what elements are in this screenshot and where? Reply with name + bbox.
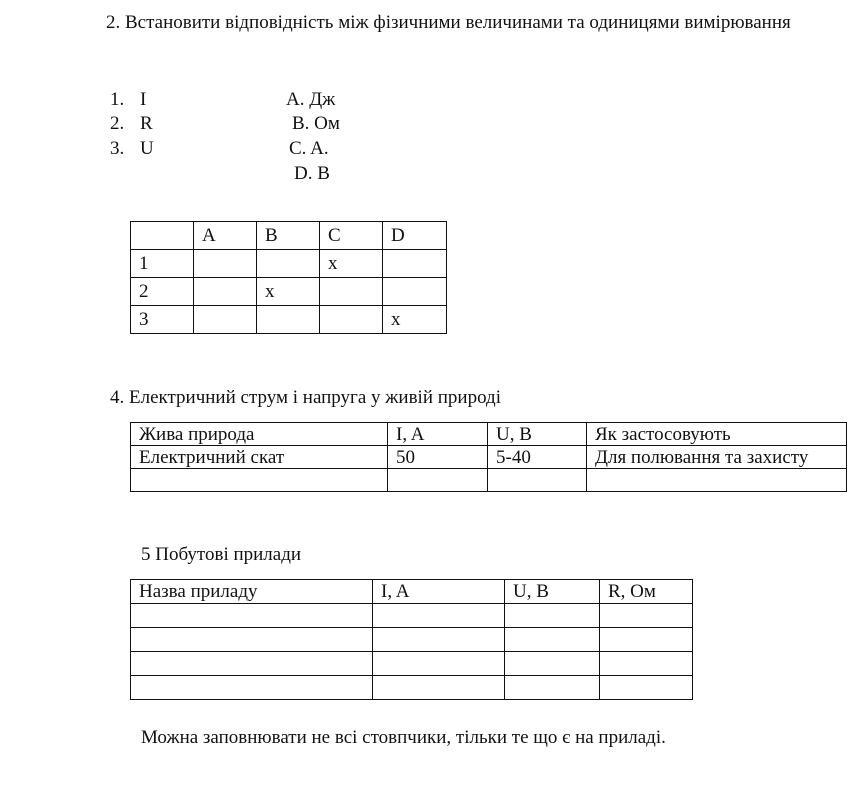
table-cell: R, Ом [600,580,693,604]
table-cell: D [383,222,447,250]
left-list-item-3 [110,139,154,158]
table-cell [600,604,693,628]
table-row [131,278,447,306]
table-cell: B [257,222,320,250]
table-row [131,250,447,278]
table-cell: I, A [388,423,488,446]
table-row [131,446,847,469]
table-cell [488,469,587,492]
table-cell [131,469,388,492]
appliances-table [130,579,693,700]
table-header-row [131,423,847,446]
left-list-number: 2. [110,113,125,134]
left-list-item-1 [110,90,146,109]
table-cell [131,604,373,628]
table-cell: Електричний скат [131,446,388,469]
right-list-item-a: A. Дж [286,89,336,110]
table-cell [194,250,257,278]
left-list-label: U [140,138,154,159]
table-row [131,652,693,676]
task2-title: 2. Встановити відповідність між фізичними величинами та одиницями вимірювання [106,12,791,33]
table-cell [131,652,373,676]
table-row [131,676,693,700]
table-header-row [131,580,693,604]
table-cell [257,250,320,278]
table-cell [505,628,600,652]
table-row [131,604,693,628]
table-cell [600,652,693,676]
table-cell [320,278,383,306]
table-row [131,469,847,492]
table-cell: Як застосовують [587,423,847,446]
table-cell: A [194,222,257,250]
left-list-number: 1. [110,89,125,110]
task5-note: Можна заповнювати не всі стовпчики, тільки те що є на приладі. [141,727,666,748]
table-cell [373,652,505,676]
task4-title: 4. Електричний струм і напруга у живій природі [110,387,501,408]
table-header-row [131,222,447,250]
table-row [131,628,693,652]
left-list-number: 3. [110,138,125,159]
table-cell: 3 [131,306,194,334]
table-cell [383,278,447,306]
table-cell [505,652,600,676]
table-cell [131,628,373,652]
right-list-item-b: B. Ом [292,113,340,134]
table-cell: C [320,222,383,250]
right-list-item-c: C. A. [289,138,329,159]
table-cell [600,676,693,700]
table-cell: U, B [488,423,587,446]
right-list-item-d: D. B [294,163,330,184]
table-cell: x [383,306,447,334]
table-cell: Для полювання та захисту [587,446,847,469]
table-cell [131,676,373,700]
table-cell [383,250,447,278]
match-table [130,221,447,334]
table-cell: I, A [373,580,505,604]
table-cell [194,278,257,306]
table-cell [505,604,600,628]
table-cell: 50 [388,446,488,469]
left-list-label: I [140,89,147,110]
table-cell [373,628,505,652]
table-cell [373,676,505,700]
table-cell: 2 [131,278,194,306]
table-cell [600,628,693,652]
left-list-item-2 [110,114,153,133]
table-row [131,306,447,334]
table-cell: x [257,278,320,306]
table-cell [194,306,257,334]
table-cell: Жива природа [131,423,388,446]
table-cell [257,306,320,334]
table-cell: U, B [505,580,600,604]
task5-title: 5 Побутові прилади [141,544,302,565]
table-cell [320,306,383,334]
table-cell [505,676,600,700]
table-cell: 1 [131,250,194,278]
table-cell [587,469,847,492]
table-cell [373,604,505,628]
wildlife-table [130,422,847,492]
table-cell: Назва приладу [131,580,373,604]
table-cell: 5-40 [488,446,587,469]
left-list-label: R [140,113,153,134]
table-cell [388,469,488,492]
table-cell: x [320,250,383,278]
table-cell [131,222,194,250]
